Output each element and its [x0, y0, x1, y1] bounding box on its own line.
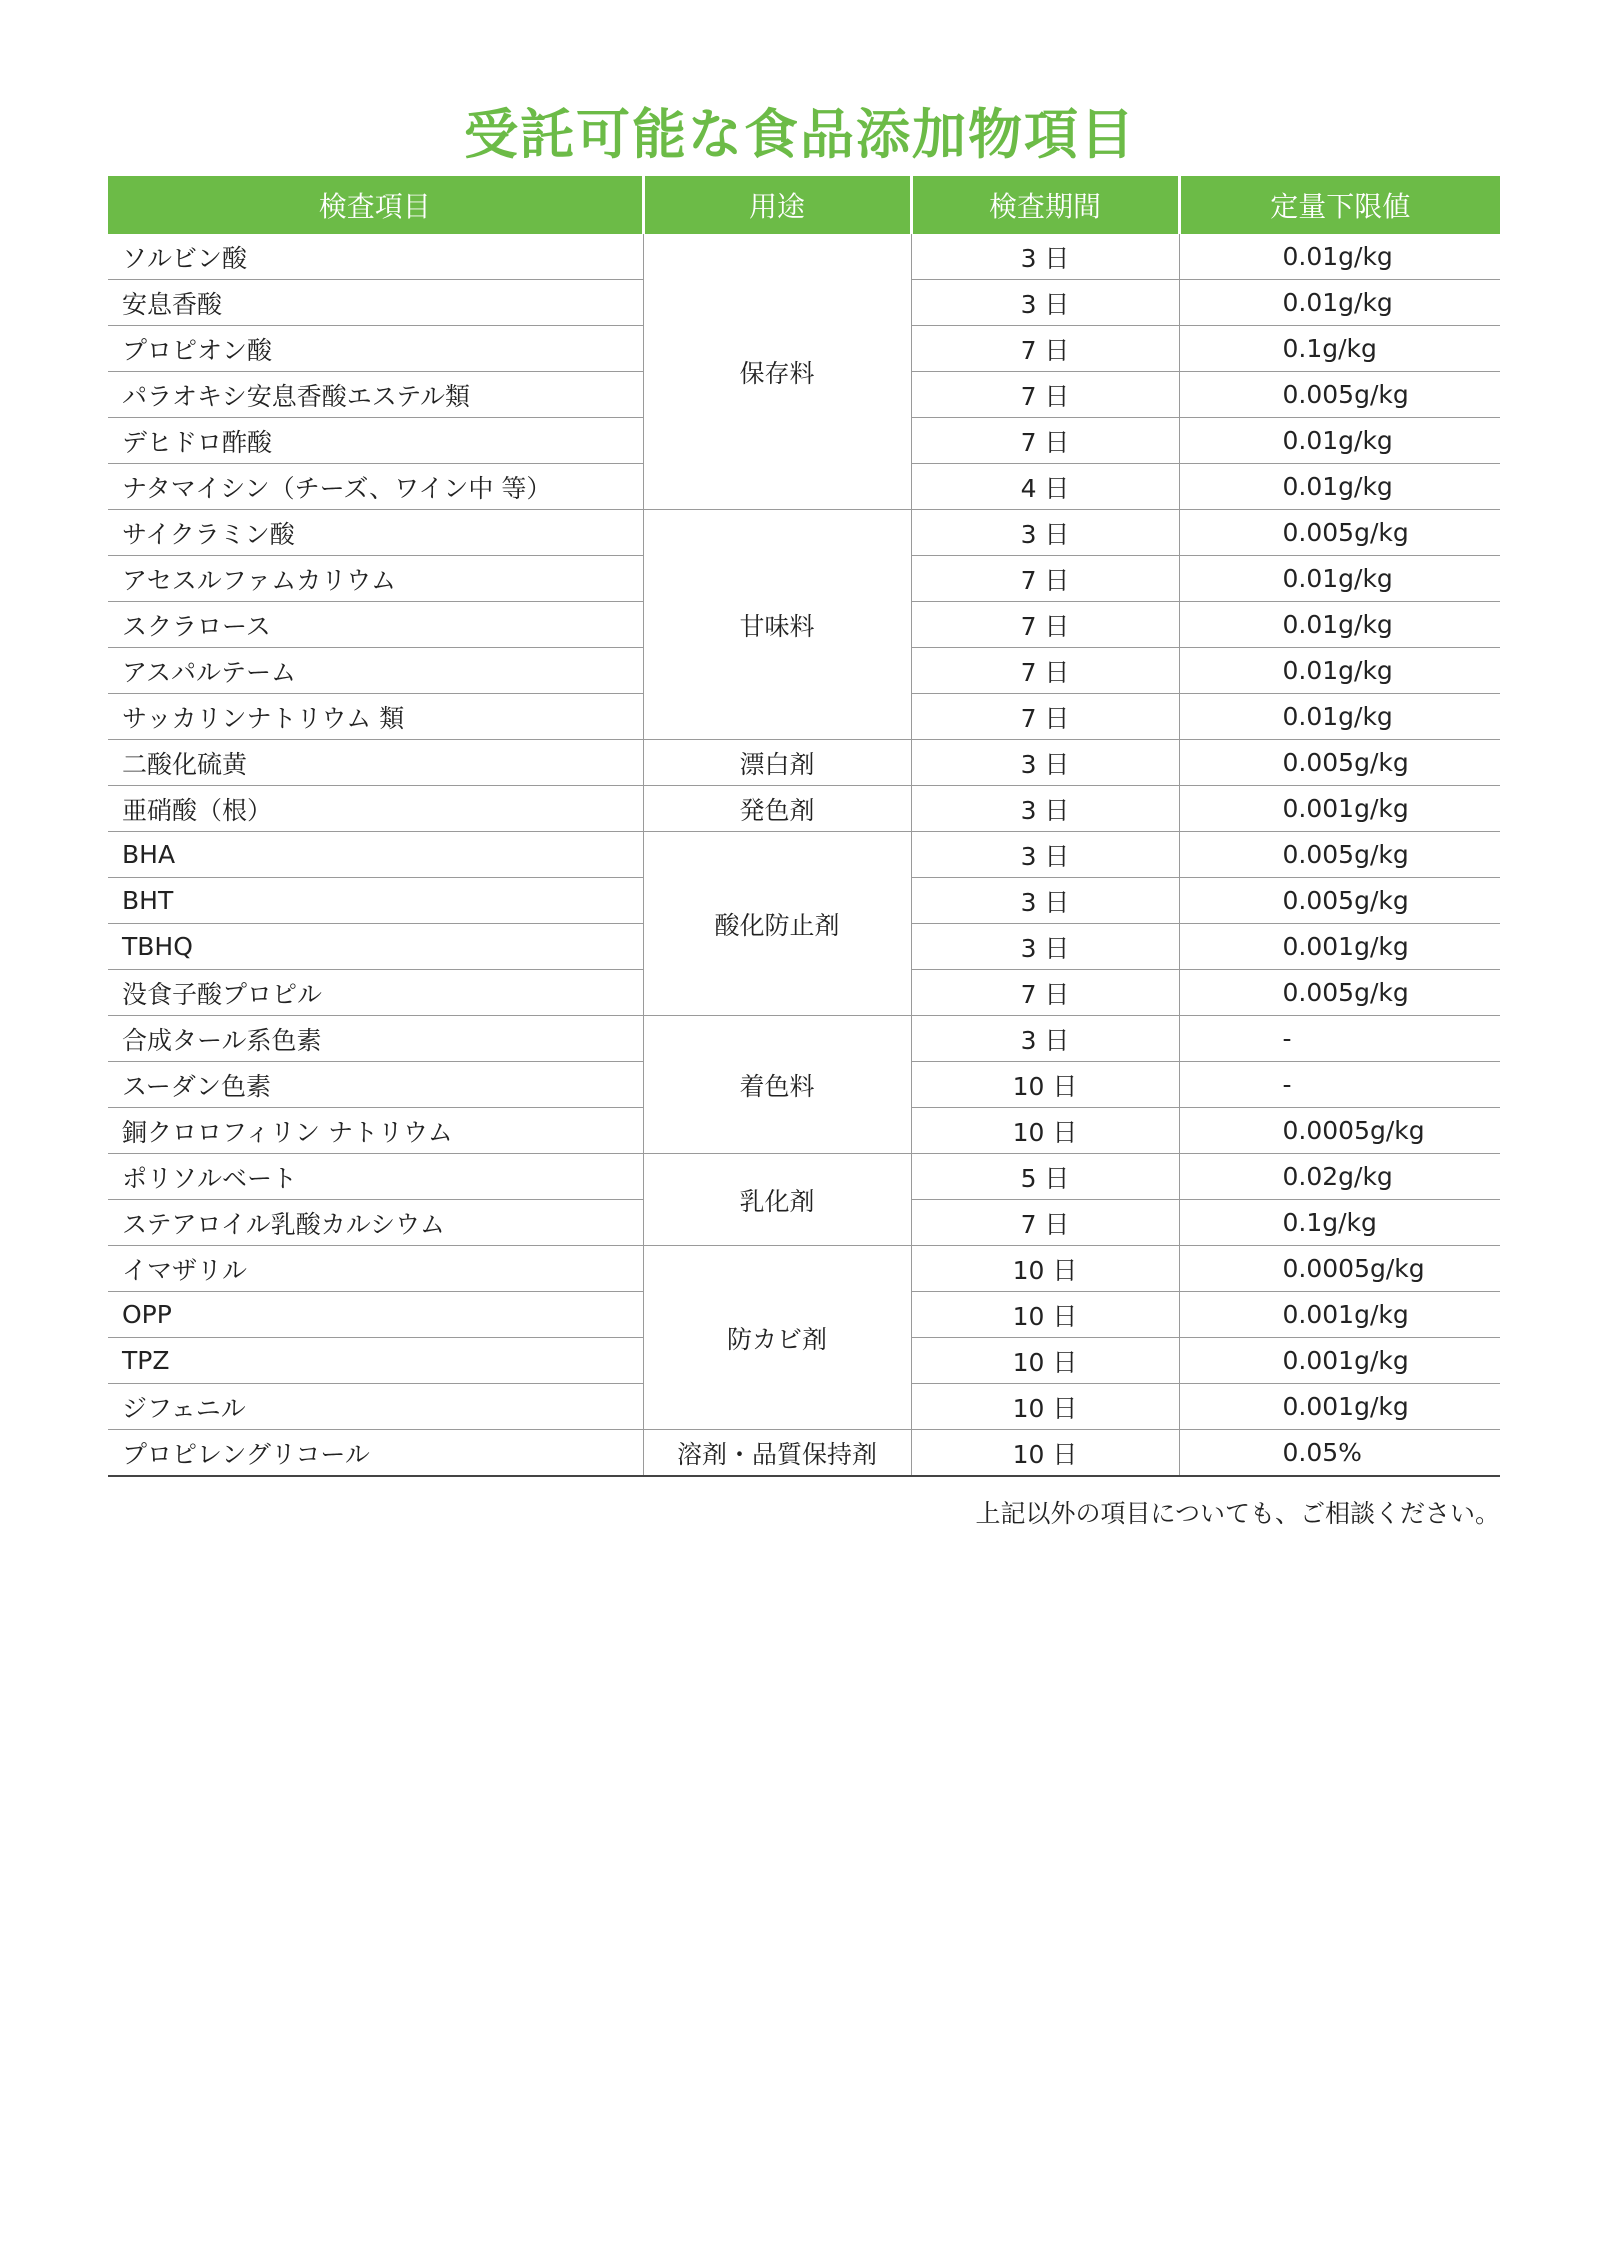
- item-name: ステアロイル乳酸カルシウム: [108, 1200, 643, 1246]
- item-name: サイクラミン酸: [108, 510, 643, 556]
- item-limit: 0.01g/kg: [1179, 694, 1500, 740]
- item-limit: -: [1179, 1016, 1500, 1062]
- table-row: [108, 786, 1500, 832]
- item-limit: 0.02g/kg: [1179, 1154, 1500, 1200]
- header-use: 用途: [643, 176, 911, 234]
- table-row: [108, 740, 1500, 786]
- item-name: TBHQ: [108, 924, 643, 970]
- item-name: BHT: [108, 878, 643, 924]
- item-use: 着色料: [643, 1016, 911, 1154]
- item-period: 7 日: [911, 418, 1179, 464]
- item-limit: 0.01g/kg: [1179, 280, 1500, 326]
- item-name: 合成タール系色素: [108, 1016, 643, 1062]
- item-name: イマザリル: [108, 1246, 643, 1292]
- table-row: [108, 1246, 1500, 1292]
- item-use: 防カビ剤: [643, 1246, 911, 1430]
- item-period: 3 日: [911, 924, 1179, 970]
- item-period: 3 日: [911, 1016, 1179, 1062]
- item-limit: 0.0005g/kg: [1179, 1246, 1500, 1292]
- additives-table: [108, 176, 1500, 1477]
- item-name: ポリソルベート: [108, 1154, 643, 1200]
- item-period: 5 日: [911, 1154, 1179, 1200]
- item-limit: 0.1g/kg: [1179, 1200, 1500, 1246]
- item-limit: 0.001g/kg: [1179, 1384, 1500, 1430]
- item-use: 溶剤・品質保持剤: [643, 1430, 911, 1477]
- item-limit: -: [1179, 1062, 1500, 1108]
- item-period: 7 日: [911, 694, 1179, 740]
- page-title: 受託可能な食品添加物項目: [464, 103, 1136, 166]
- item-name: スーダン色素: [108, 1062, 643, 1108]
- item-period: 7 日: [911, 372, 1179, 418]
- item-period: 7 日: [911, 556, 1179, 602]
- table-row: [108, 1154, 1500, 1200]
- item-period: 3 日: [911, 740, 1179, 786]
- item-use: 乳化剤: [643, 1154, 911, 1246]
- item-period: 3 日: [911, 280, 1179, 326]
- item-name: 二酸化硫黄: [108, 740, 643, 786]
- item-period: 7 日: [911, 326, 1179, 372]
- item-use: 甘味料: [643, 510, 911, 740]
- item-limit: 0.005g/kg: [1179, 372, 1500, 418]
- table-body: [108, 234, 1500, 1476]
- item-name: ナタマイシン（チーズ、ワイン中 等）: [108, 464, 643, 510]
- table-header: [108, 176, 1500, 234]
- item-limit: 0.01g/kg: [1179, 464, 1500, 510]
- table-row: [108, 832, 1500, 878]
- item-limit: 0.01g/kg: [1179, 234, 1500, 280]
- item-period: 7 日: [911, 602, 1179, 648]
- item-limit: 0.005g/kg: [1179, 510, 1500, 556]
- item-period: 4 日: [911, 464, 1179, 510]
- item-use: 保存料: [643, 234, 911, 510]
- item-period: 10 日: [911, 1430, 1179, 1477]
- item-use: 発色剤: [643, 786, 911, 832]
- item-period: 3 日: [911, 510, 1179, 556]
- item-limit: 0.001g/kg: [1179, 924, 1500, 970]
- item-period: 10 日: [911, 1108, 1179, 1154]
- item-limit: 0.005g/kg: [1179, 970, 1500, 1016]
- table-row: [108, 1016, 1500, 1062]
- item-name: 安息香酸: [108, 280, 643, 326]
- item-limit: 0.0005g/kg: [1179, 1108, 1500, 1154]
- item-limit: 0.01g/kg: [1179, 648, 1500, 694]
- header-limit: 定量下限値: [1179, 176, 1500, 234]
- item-limit: 0.001g/kg: [1179, 786, 1500, 832]
- item-name: スクラロース: [108, 602, 643, 648]
- item-name: 没食子酸プロピル: [108, 970, 643, 1016]
- item-period: 7 日: [911, 970, 1179, 1016]
- item-period: 3 日: [911, 878, 1179, 924]
- item-limit: 0.1g/kg: [1179, 326, 1500, 372]
- item-period: 7 日: [911, 648, 1179, 694]
- footer-note: 上記以外の項目についても、ご相談ください。: [975, 1499, 1500, 1528]
- item-limit: 0.005g/kg: [1179, 878, 1500, 924]
- item-limit: 0.01g/kg: [1179, 418, 1500, 464]
- header-item: 検査項目: [108, 176, 643, 234]
- item-period: 10 日: [911, 1292, 1179, 1338]
- item-use: 酸化防止剤: [643, 832, 911, 1016]
- item-period: 3 日: [911, 786, 1179, 832]
- table-row: [108, 510, 1500, 556]
- item-name: BHA: [108, 832, 643, 878]
- item-limit: 0.05%: [1179, 1430, 1500, 1477]
- item-period: 10 日: [911, 1338, 1179, 1384]
- item-name: アスパルテーム: [108, 648, 643, 694]
- item-period: 3 日: [911, 832, 1179, 878]
- item-name: 銅クロロフィリン ナトリウム: [108, 1108, 643, 1154]
- table-row: [108, 234, 1500, 280]
- item-limit: 0.005g/kg: [1179, 740, 1500, 786]
- item-name: OPP: [108, 1292, 643, 1338]
- item-period: 10 日: [911, 1384, 1179, 1430]
- item-name: デヒドロ酢酸: [108, 418, 643, 464]
- item-period: 10 日: [911, 1062, 1179, 1108]
- item-period: 7 日: [911, 1200, 1179, 1246]
- item-limit: 0.001g/kg: [1179, 1292, 1500, 1338]
- item-limit: 0.01g/kg: [1179, 556, 1500, 602]
- table-row: [108, 1430, 1500, 1477]
- item-name: パラオキシ安息香酸エステル類: [108, 372, 643, 418]
- item-name: サッカリンナトリウム 類: [108, 694, 643, 740]
- item-period: 3 日: [911, 234, 1179, 280]
- item-name: プロピレングリコール: [108, 1430, 643, 1477]
- header-period: 検査期間: [911, 176, 1179, 234]
- item-name: アセスルファムカリウム: [108, 556, 643, 602]
- item-period: 10 日: [911, 1246, 1179, 1292]
- item-name: TPZ: [108, 1338, 643, 1384]
- item-limit: 0.01g/kg: [1179, 602, 1500, 648]
- item-name: プロピオン酸: [108, 326, 643, 372]
- item-name: 亜硝酸（根）: [108, 786, 643, 832]
- item-name: ソルビン酸: [108, 234, 643, 280]
- item-name: ジフェニル: [108, 1384, 643, 1430]
- item-use: 漂白剤: [643, 740, 911, 786]
- item-limit: 0.005g/kg: [1179, 832, 1500, 878]
- item-limit: 0.001g/kg: [1179, 1338, 1500, 1384]
